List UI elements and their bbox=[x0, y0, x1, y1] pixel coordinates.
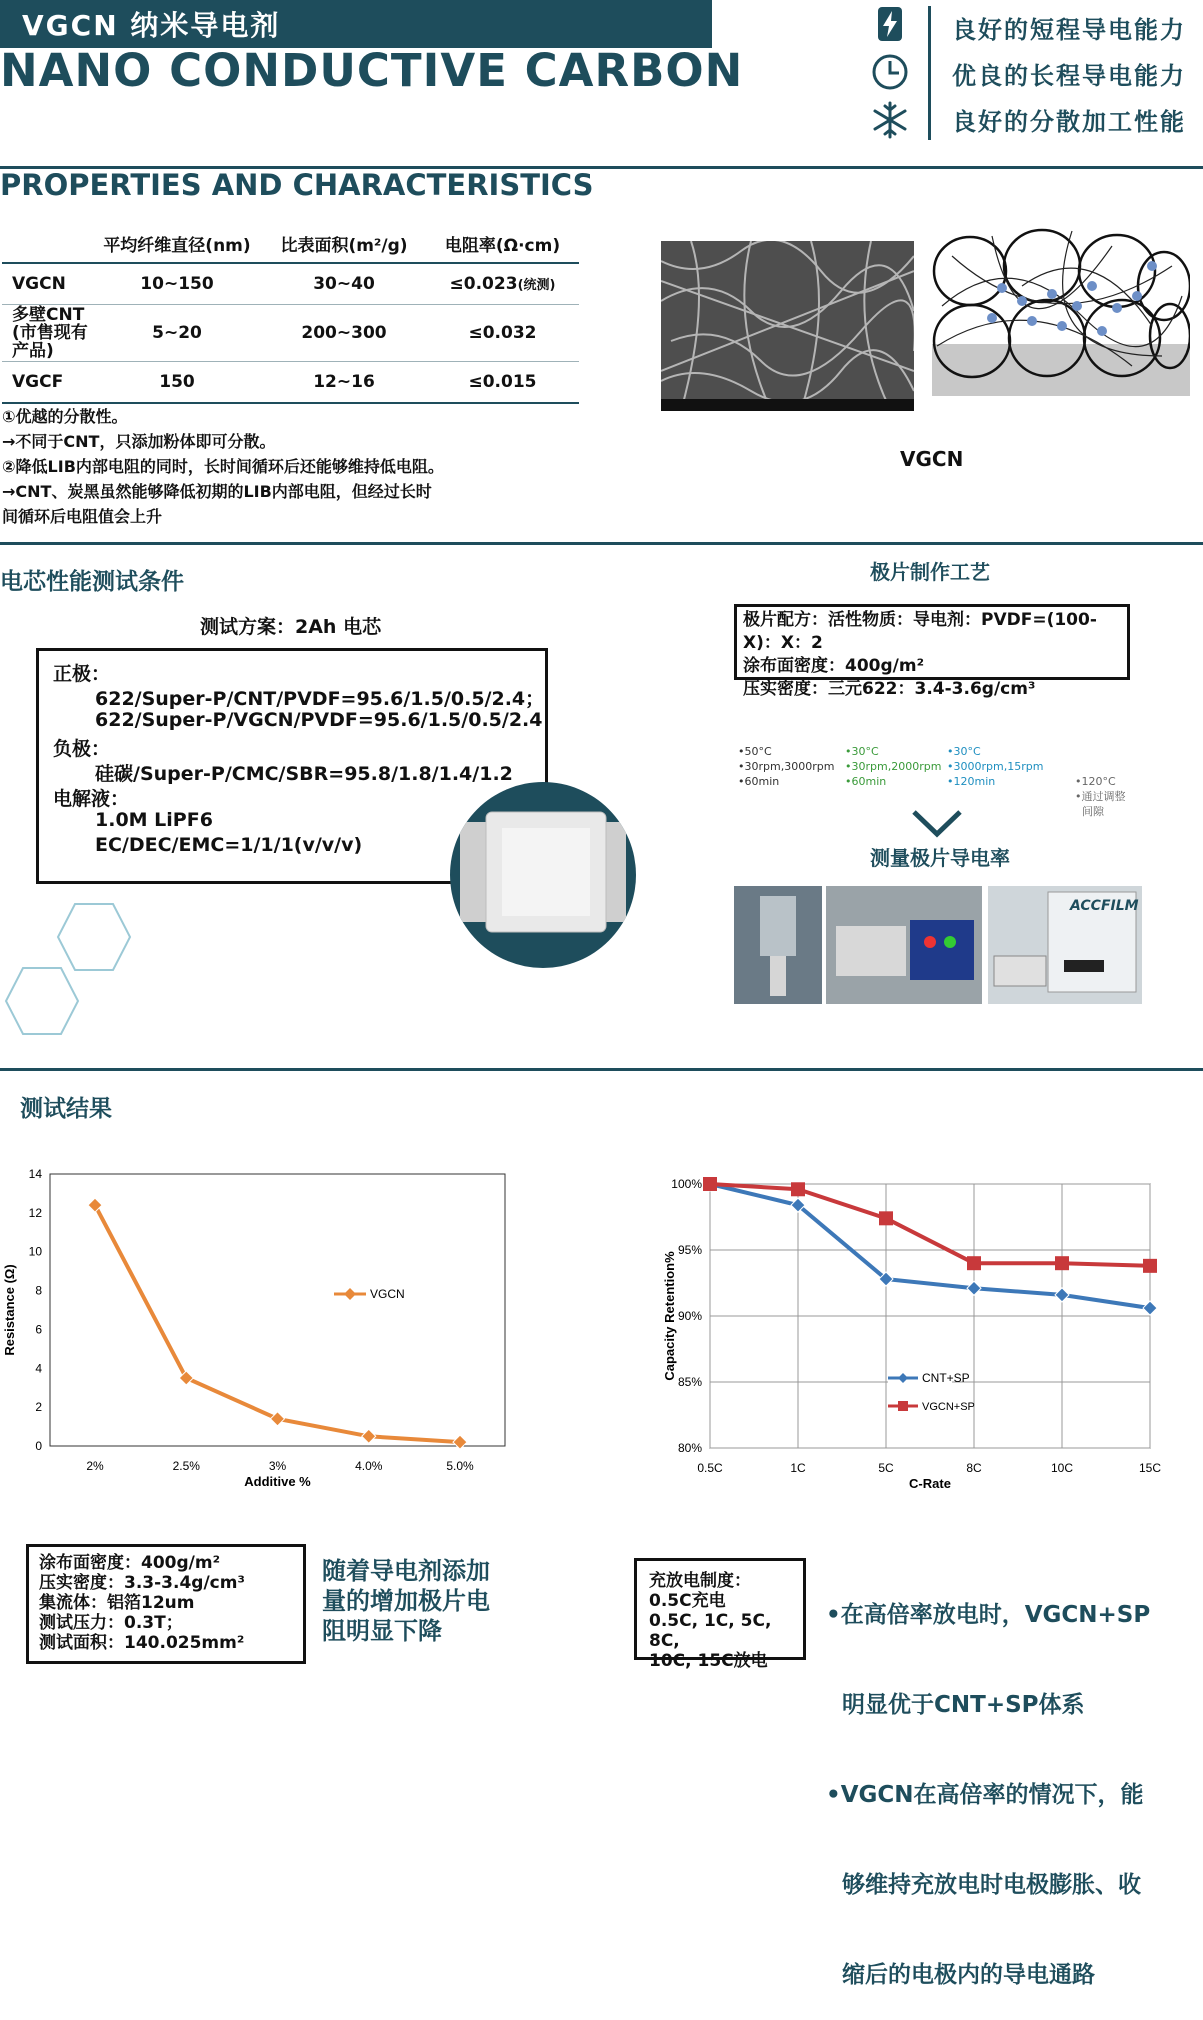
x-tick-label: 2% bbox=[86, 1459, 104, 1473]
table-header bbox=[2, 224, 92, 263]
recipe-line: EC/DEC/EMC=1/1/1(v/v/v) bbox=[95, 834, 363, 856]
recipe-line: 硅碳/Super-P/CMC/SBR=95.8/1.8/1.4/1.2 bbox=[95, 763, 513, 785]
y-tick-label: 100% bbox=[671, 1177, 702, 1191]
process-step-2-details: •30°C •30rpm,2000rpm •60min bbox=[845, 745, 942, 788]
y-tick-label: 85% bbox=[677, 1375, 702, 1389]
legend-marker bbox=[344, 1288, 356, 1300]
x-tick-label: 15C bbox=[1138, 1461, 1162, 1475]
capacity-retention-chart bbox=[626, 1148, 1186, 1508]
process-step-2: 导电剂CCS bbox=[844, 704, 924, 722]
process-step-1-details: •50°C •30rpm,3000rpm •60min bbox=[738, 745, 835, 788]
y-tick-label: 2 bbox=[35, 1400, 42, 1415]
x-tick-label: 5C bbox=[878, 1461, 894, 1475]
data-point bbox=[271, 1412, 285, 1426]
recipe-line: 622/Super-P/VGCN/PVDF=95.6/1.5/0.5/2.4 bbox=[95, 709, 543, 731]
table-header: 平均纤维直径(nm) bbox=[92, 224, 262, 263]
lightning-icon bbox=[870, 4, 910, 44]
measure-title: 测量极片导电率 bbox=[870, 846, 1010, 870]
image-caption: VGCN bbox=[900, 447, 964, 471]
data-point bbox=[879, 1211, 893, 1225]
process-title: 极片制作工艺 bbox=[870, 560, 990, 584]
resistance-chart bbox=[0, 1160, 520, 1500]
conclusion-1: 随着导电剂添加 量的增加极片电 阻明显下降 bbox=[322, 1557, 490, 1645]
legend-label: CNT+SP bbox=[922, 1371, 970, 1385]
mixer-photo bbox=[734, 886, 822, 1004]
table-header: 电阻率(Ω·cm) bbox=[426, 224, 579, 263]
x-tick-label: 4.0% bbox=[355, 1459, 383, 1473]
clock-icon bbox=[870, 52, 910, 92]
data-point bbox=[1143, 1301, 1157, 1315]
y-tick-label: 6 bbox=[35, 1322, 42, 1337]
pouch-cell-photo bbox=[450, 782, 636, 968]
data-point bbox=[1143, 1259, 1157, 1273]
series-line-VGCN+SP bbox=[710, 1184, 1150, 1266]
x-tick-label: 10C bbox=[1050, 1461, 1074, 1475]
y-tick-label: 12 bbox=[28, 1205, 42, 1220]
divider bbox=[0, 542, 1203, 545]
y-tick-label: 0 bbox=[35, 1439, 42, 1453]
data-point bbox=[362, 1429, 376, 1443]
data-point bbox=[88, 1198, 102, 1212]
conclusion-2: •在高倍率放电时，VGCN+SP 明显优于CNT+SP体系 •VGCN在高倍率的情况下，能 够维持充放电时电极膨胀、收 缩后的电极内的导电通路 bbox=[826, 1602, 1151, 1988]
data-point bbox=[179, 1371, 193, 1385]
x-tick-label: 3% bbox=[268, 1459, 287, 1473]
data-point bbox=[967, 1281, 981, 1295]
process-step-4-details: •120°C •通过调整 间隙 bbox=[1075, 775, 1126, 818]
recipe-line: 622/Super-P/CNT/PVDF=95.6/1.5/0.5/2.4； bbox=[95, 688, 545, 710]
process-step-3-details: •30°C •3000rpm,15rpm •120min bbox=[947, 745, 1044, 788]
table-row: 多壁CNT (市售现有产品) 5~20 200~300 ≤0.032 bbox=[2, 305, 579, 362]
divider bbox=[0, 1068, 1203, 1071]
x-tick-label: 5.0% bbox=[446, 1459, 474, 1473]
x-axis-label: C-Rate bbox=[909, 1476, 951, 1491]
y-tick-label: 4 bbox=[35, 1361, 42, 1376]
plot-area bbox=[50, 1174, 505, 1446]
x-axis-label: Additive % bbox=[244, 1474, 311, 1489]
properties-table bbox=[2, 224, 579, 404]
section-title-test-conditions: 电芯性能测试条件 bbox=[0, 569, 184, 595]
x-tick-label: 1C bbox=[790, 1461, 806, 1475]
recipe-line: 1.0M LiPF6 bbox=[95, 809, 213, 831]
process-step-4: 辊 压 bbox=[1075, 704, 1111, 722]
resistance-meter-photo bbox=[988, 886, 1142, 1004]
snowflake-icon bbox=[870, 100, 910, 140]
series-line-VGCN bbox=[95, 1205, 460, 1442]
data-point bbox=[791, 1182, 805, 1196]
table-row: VGCN 10~150 30~40 ≤0.023(统测) bbox=[2, 263, 579, 305]
section-title-results: 测试结果 bbox=[20, 1096, 112, 1122]
y-tick-label: 95% bbox=[677, 1243, 702, 1257]
recipe-line: 负极： bbox=[53, 738, 111, 760]
sem-image bbox=[661, 241, 914, 411]
feature-3: 良好的分散加工性能 bbox=[952, 108, 1186, 136]
data-point bbox=[453, 1435, 467, 1449]
y-tick-label: 8 bbox=[35, 1283, 42, 1298]
y-tick-label: 80% bbox=[677, 1441, 702, 1455]
header-title-cn: VGCN 纳米导电剂 bbox=[22, 9, 281, 42]
process-step-1: NMP+PVDF bbox=[738, 704, 835, 722]
feature-1: 良好的短程导电能力 bbox=[952, 16, 1186, 44]
data-point bbox=[703, 1177, 717, 1191]
series-line-CNT+SP bbox=[710, 1184, 1150, 1308]
properties-notes: ①优越的分散性。 →不同于CNT，只添加粉体即可分散。 ②降低LIB内部电阻的同时，长时间循环后还能够维持低电阻。 →CNT、炭黑虽然能够降低初期的LIB内部电阻，但经过长时 间循环后电阻值会上升 bbox=[2, 407, 444, 526]
y-axis-label: Capacity Retention% bbox=[662, 1251, 677, 1381]
data-point bbox=[1055, 1288, 1069, 1302]
y-tick-label: 90% bbox=[677, 1309, 702, 1323]
coater-photo bbox=[826, 886, 982, 1004]
recipe-line: 正极： bbox=[53, 663, 111, 685]
feature-separator bbox=[928, 6, 931, 140]
data-point bbox=[967, 1256, 981, 1270]
process-step-3: 活性材料 bbox=[957, 704, 1018, 722]
hexagon-decoration bbox=[56, 902, 132, 972]
y-tick-label: 14 bbox=[28, 1167, 42, 1181]
recipe-line: 电解液： bbox=[53, 788, 130, 810]
header-title-en: NANO CONDUCTIVE CARBON bbox=[0, 44, 744, 97]
test-parameters-box: 涂布面密度：400g/m² 压实密度：3.3-3.4g/cm³ 集流体：铝箔12um 测试压力：0.3T； 测试面积：140.025mm² bbox=[26, 1544, 306, 1664]
equipment-label: ACCFILM bbox=[1070, 898, 1139, 914]
properties-title: PROPERTIES AND CHARACTERISTICS bbox=[0, 168, 594, 202]
x-tick-label: 8C bbox=[966, 1461, 982, 1475]
hexagon-decoration bbox=[4, 966, 80, 1036]
legend-label: VGCN+SP bbox=[922, 1401, 975, 1413]
table-row: VGCF 150 12~16 ≤0.015 bbox=[2, 362, 579, 404]
test-plan: 测试方案：2Ah 电芯 bbox=[200, 616, 382, 638]
x-tick-label: 0.5C bbox=[697, 1461, 723, 1475]
electrode-formula-box: 极片配方：活性物质：导电剂：PVDF=(100-X)：X：2 涂布面密度：400g/m² 压实密度：三元622：3.4-3.6g/cm³ bbox=[734, 604, 1130, 680]
x-tick-label: 2.5% bbox=[172, 1459, 200, 1473]
legend-marker bbox=[898, 1401, 908, 1411]
charge-discharge-box: 充放电制度： 0.5C充电 0.5C, 1C, 5C, 8C, 10C, 15C放电 bbox=[634, 1558, 806, 1660]
data-point bbox=[1055, 1256, 1069, 1270]
y-tick-label: 10 bbox=[28, 1244, 42, 1259]
y-axis-label: Resistance (Ω) bbox=[2, 1264, 17, 1356]
feature-2: 优良的长程导电能力 bbox=[952, 62, 1186, 90]
chevron-down-icon bbox=[910, 808, 964, 838]
table-header: 比表面积(m²/g) bbox=[262, 224, 426, 263]
vgcn-schematic-image bbox=[932, 226, 1190, 416]
legend-label: VGCN bbox=[370, 1287, 405, 1301]
